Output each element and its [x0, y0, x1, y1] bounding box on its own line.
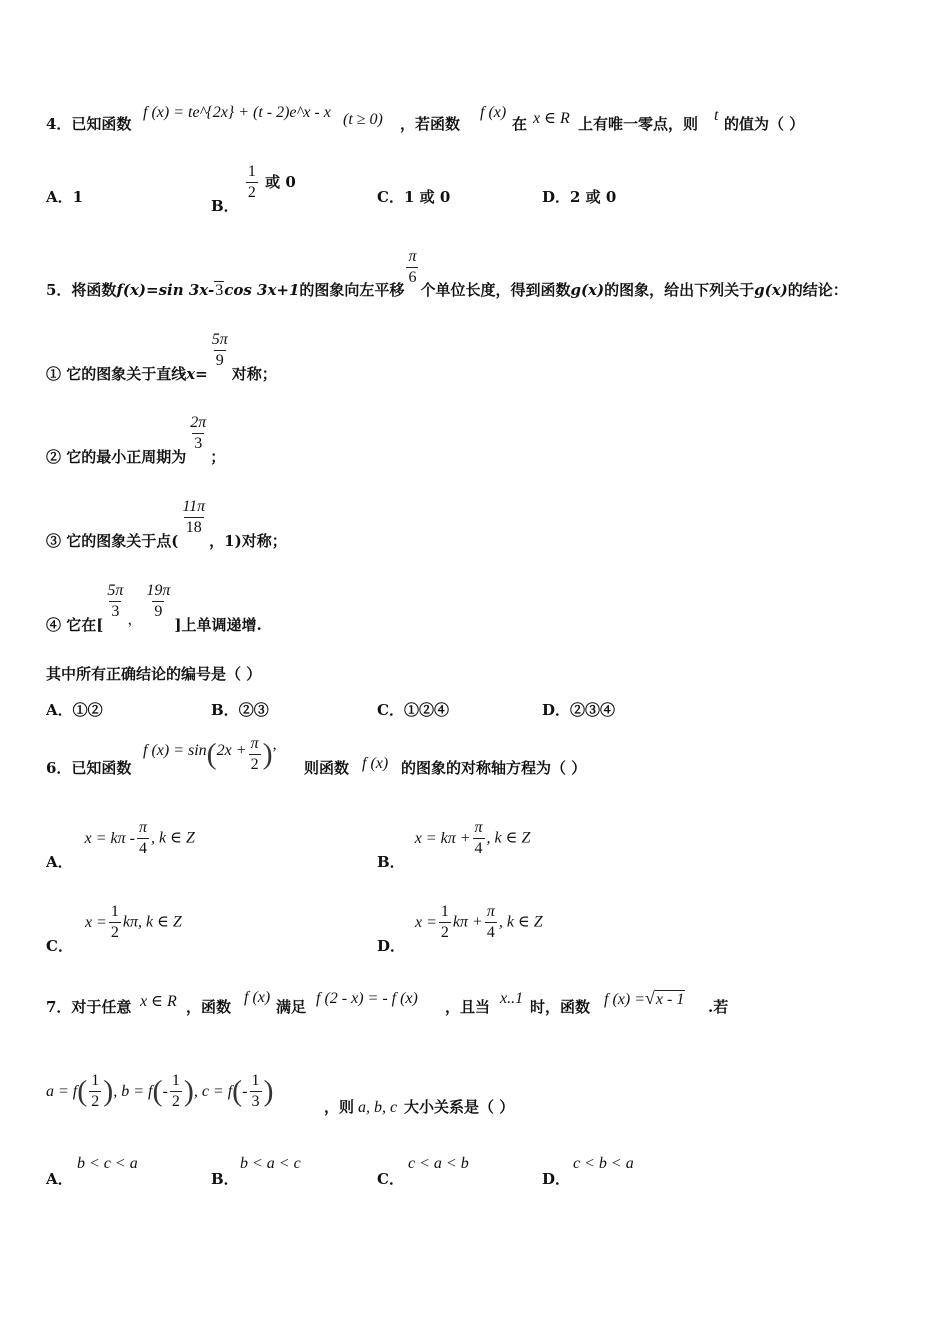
q4-formula: f (x) = te^{2x} + (t - 2)e^x - x	[143, 104, 331, 121]
q7-option-b[interactable]: B．	[211, 1170, 239, 1188]
q7-x-in-r: x ∈ R	[140, 993, 177, 1010]
q5-shift-fraction: $\frac{\pi}{6}$	[408, 248, 417, 286]
q6-option-a[interactable]: A．x = kπ - $\frac{\pi}{4}$ , k ∈ Z	[46, 819, 195, 871]
q4-number: 4．已知函数	[46, 115, 132, 133]
q5-statement-2: ② 它的最小正周期为 $\frac{2\pi}{3}$ ；	[46, 414, 226, 466]
q7-option-a[interactable]: A．	[46, 1170, 73, 1188]
q6-option-d[interactable]: D．x = $\frac{1}{2}$ kπ + $\frac{\pi}{4}$ , k ∈ Z	[377, 903, 543, 955]
q7-p4: 时，函数	[530, 998, 591, 1016]
q4-b-fraction: $\frac{1}{2}$	[247, 163, 256, 201]
q4-mid: ，若函数	[400, 115, 461, 133]
q7-p1: ，函数	[186, 998, 232, 1016]
q5-statement-1: ① 它的图象关于直线x= $\frac{5\pi}{9}$ 对称；	[46, 331, 277, 383]
q6-formula: f (x) = sin(2x + $\frac{\pi}{2}$ ),	[143, 735, 277, 773]
q6-mid: 则函数	[304, 759, 350, 777]
q5-option-a[interactable]: A．①②	[46, 701, 103, 719]
q7-p3: ，且当	[445, 998, 491, 1016]
q4-zai: 在	[512, 115, 528, 133]
q4-tail2: 的值为（ ）	[724, 115, 805, 133]
q7-option-b-text[interactable]: b < a < c	[240, 1155, 301, 1172]
q4-x-in-r: x ∈ R	[533, 110, 570, 127]
q7-fdef: f (x) =√x - 1	[604, 988, 685, 1008]
q7-tail: 大小关系是（ ）	[404, 1098, 515, 1116]
q5-func-part1: f(x)=sin 3x-	[116, 280, 215, 299]
q7-option-d[interactable]: D．	[542, 1170, 571, 1188]
q7-option-c-text[interactable]: c < a < b	[408, 1155, 469, 1172]
q5-statement-4: ④ 它在[ $\frac{5\pi}{3}$ ， $\frac{19\pi}{9}$ ]上单调递增.	[46, 582, 262, 634]
q5-question: 其中所有正确结论的编号是（ ）	[46, 665, 262, 683]
q7-abc-definitions: a = f( $\frac{1}{2}$ ), b = f(- $\frac{1}{2}$ ), c = f(- $\frac{1}{3}$ )	[46, 1072, 274, 1110]
q4-stem	[46, 114, 131, 134]
q6-stem-number: 6．已知函数	[46, 759, 132, 777]
q4-option-a[interactable]: A．1	[46, 188, 84, 206]
q7-condition: x..1	[500, 990, 524, 1007]
q4-t: t	[714, 107, 719, 124]
q5-option-b[interactable]: B．②③	[211, 701, 269, 719]
q4-condition: (t ≥ 0)	[343, 111, 383, 128]
q6-fx: f (x)	[362, 755, 389, 772]
q4-option-d[interactable]: D．2 或 0	[542, 188, 617, 206]
q7-equation: f (2 - x) = - f (x)	[316, 990, 418, 1007]
q6-tail: 的图象的对称轴方程为（ ）	[401, 759, 587, 777]
q5-option-c[interactable]: C．①②④	[377, 701, 449, 719]
q5-stem: 5．将函数f(x)=sin 3x-3cos 3x+1的图象向左平移 $\frac{\pi}{6}$ 个单位长度，得到函数g(x)的图象，给出下列关于g(x)的结论：	[46, 248, 848, 299]
q7-p6: ，则	[324, 1098, 355, 1116]
q4-tail1: 上有唯一零点，则	[578, 115, 699, 133]
q7-option-c[interactable]: C．	[377, 1170, 404, 1188]
q6-option-b[interactable]: B．x = kπ + $\frac{\pi}{4}$ , k ∈ Z	[377, 819, 531, 871]
q5-func-part2: cos 3x+1	[224, 280, 300, 299]
q4-fx: f (x)	[480, 104, 507, 121]
q7-p2: 满足	[276, 998, 307, 1016]
q5-option-d[interactable]: D．②③④	[542, 701, 616, 719]
q7-fx: f (x)	[244, 989, 271, 1006]
q5-sqrt3: 3	[215, 281, 224, 299]
q7-option-d-text[interactable]: c < b < a	[573, 1155, 634, 1172]
q6-option-c[interactable]: C．x = $\frac{1}{2}$ kπ, k ∈ Z	[46, 903, 182, 955]
q7-abc: a, b, c	[358, 1099, 398, 1116]
q5-statement-3: ③ 它的图象关于点( $\frac{11\pi}{18}$ ，1)对称；	[46, 498, 287, 550]
q7-option-a-text[interactable]: b < c < a	[77, 1155, 138, 1172]
q7-number: 7．对于任意	[46, 998, 132, 1016]
q4-option-b[interactable]: B． $\frac{1}{2}$ 或 0	[211, 163, 296, 215]
q4-option-c[interactable]: C．1 或 0	[377, 188, 451, 206]
q7-p5: .若	[708, 998, 729, 1016]
